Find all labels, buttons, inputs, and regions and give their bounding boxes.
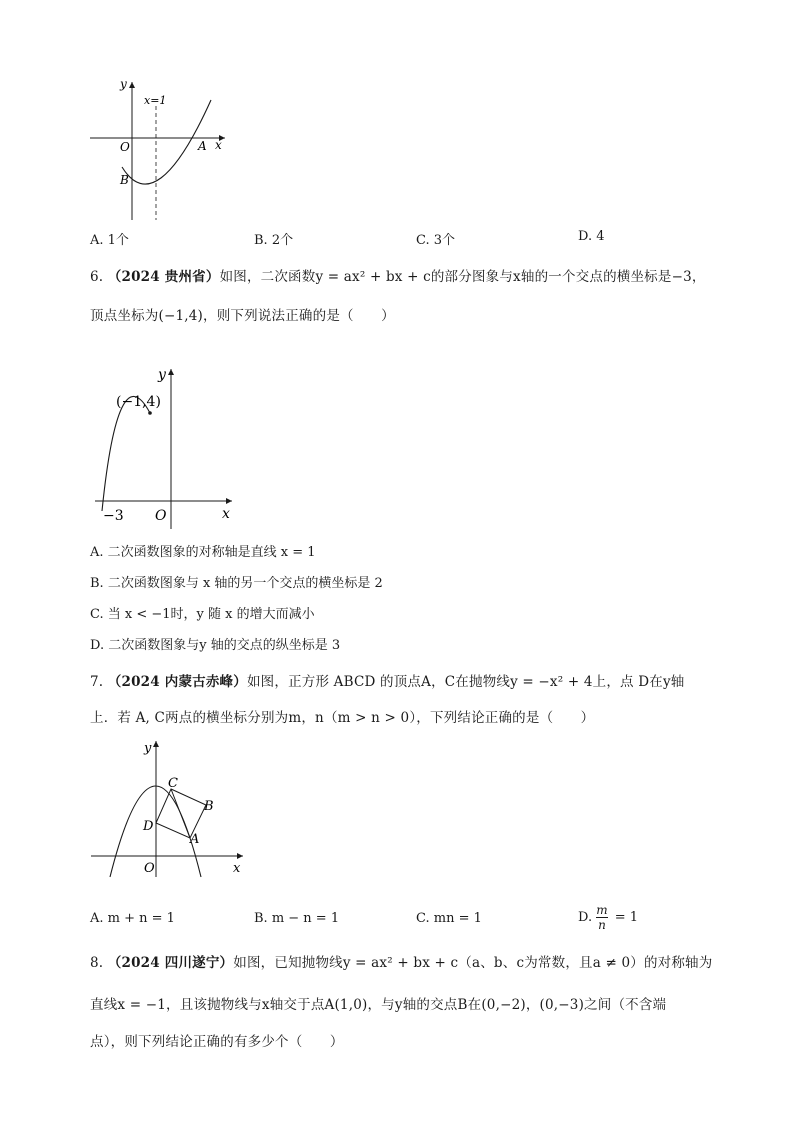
q7-source: （2024 内蒙古赤峰）	[107, 674, 247, 690]
fraction-denominator: n	[598, 918, 606, 932]
q5-graph	[85, 72, 245, 227]
q7-stem-line2: 上．若 A, C两点的横坐标分别为m，n（m > n > 0），下列结论正确的是（ ）	[90, 710, 595, 726]
q7-option-c[interactable]: C. mn = 1	[416, 911, 482, 926]
q7-option-d-fraction	[596, 904, 607, 931]
q7-text-1: 如图，正方形 ABCD 的顶点A，C在抛物线y = −x² + 4上，点 D在y轴	[246, 674, 685, 690]
q6-source: （2024 贵州省）	[107, 269, 220, 285]
x-label: x	[222, 506, 230, 522]
q5-option-b[interactable]: B. 2个	[254, 233, 294, 248]
q8-number: 8.	[90, 955, 104, 971]
origin-label: O	[144, 861, 155, 876]
q5-option-a[interactable]: A. 1个	[90, 233, 129, 248]
symmetry-label: x=1	[144, 94, 167, 107]
q6-stem-line2: 顶点坐标为(−1,4)，则下列说法正确的是（ ）	[90, 308, 395, 324]
q8-stem-line2: 直线x = −1，且该抛物线与x轴交于点A(1,0)，与y轴的交点B在(0,−2)，(0,−3)之间（不含端	[90, 997, 667, 1013]
point-d-label: D	[143, 819, 154, 834]
q7-option-d-label: D.	[578, 910, 593, 925]
q5-option-d[interactable]: D. 4	[578, 229, 605, 244]
origin-label: O	[155, 508, 167, 524]
y-label: y	[158, 367, 166, 383]
q8-text-1: 如图，已知抛物线y = ax² + bx + c（a、b、c为常数，且a ≠ 0）的对称轴为	[233, 955, 713, 971]
vertex-label: (−1,4)	[116, 394, 161, 410]
q7-option-b[interactable]: B. m − n = 1	[254, 911, 340, 926]
q7-number: 7.	[90, 674, 104, 690]
x-label: x	[233, 861, 241, 876]
q7-graph	[88, 735, 248, 880]
point-b-label: B	[204, 799, 214, 814]
q6-stem-line1	[90, 265, 706, 285]
q5-option-c[interactable]: C. 3个	[416, 233, 456, 248]
point-b-label: B	[120, 173, 129, 187]
point-c-label: C	[168, 776, 178, 791]
parabola	[102, 396, 150, 511]
q6-option-b[interactable]: B. 二次函数图象与 x 轴的另一个交点的横坐标是 2	[90, 576, 383, 591]
q8-source: （2024 四川遂宁）	[107, 955, 234, 971]
q8-stem-line1	[90, 951, 712, 971]
q7-stem-line1	[90, 670, 685, 690]
point-a-label: A	[198, 139, 207, 153]
q8-stem-line3: 点），则下列结论正确的有多少个（ ）	[90, 1034, 344, 1050]
q6-number: 6.	[90, 269, 104, 285]
fraction-numerator: m	[596, 903, 608, 917]
q7-option-d[interactable]	[578, 904, 638, 931]
q6-option-c[interactable]: C. 当 x < −1时，y 随 x 的增大而减小	[90, 607, 315, 622]
q6-graph	[90, 363, 250, 533]
q6-option-a[interactable]: A. 二次函数图象的对称轴是直线 x = 1	[90, 545, 316, 560]
vertex-point	[148, 411, 152, 415]
y-label: y	[144, 741, 152, 756]
q7-option-d-rest: = 1	[614, 910, 639, 925]
q6-text-1: 如图，二次函数y = ax² + bx + c的部分图象与x轴的一个交点的横坐标是−3，	[219, 269, 706, 285]
neg3-label: −3	[103, 508, 124, 524]
point-a-label: A	[190, 832, 200, 847]
q7-option-a[interactable]: A. m + n = 1	[90, 911, 175, 926]
q6-option-d[interactable]: D. 二次函数图象与y 轴的交点的纵坐标是 3	[90, 638, 341, 653]
y-label: y	[120, 77, 127, 91]
x-label: x	[215, 138, 222, 152]
origin-label: O	[120, 140, 130, 154]
